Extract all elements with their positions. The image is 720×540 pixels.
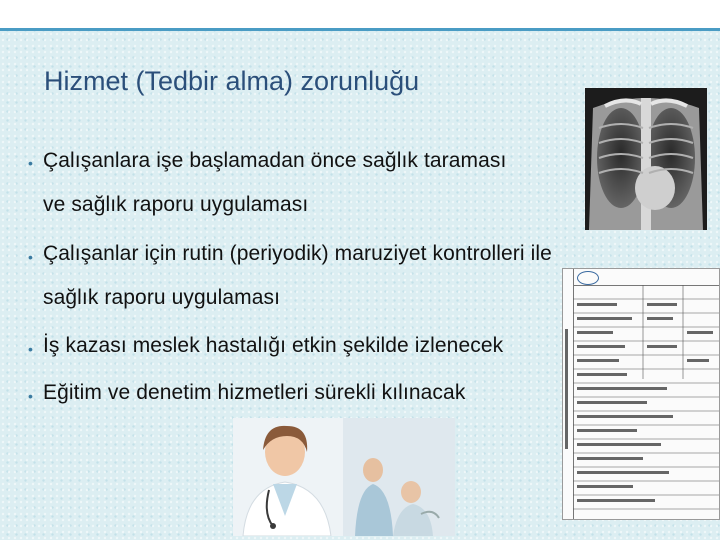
bullet-1-line-2: ve sağlık raporu uygulaması (43, 193, 309, 216)
bullet-marker: • (28, 249, 33, 265)
bullet-marker: • (28, 341, 33, 357)
chest-xray-image (585, 88, 707, 230)
bullet-3-line-1: İş kazası meslek hastalığı etkin şekilde izlenecek (43, 334, 504, 357)
bullet-1-line-1: Çalışanlara işe başlamadan önce sağlık taraması (43, 149, 507, 172)
slide-title: Hizmet (Tedbir alma) zorunluğu (44, 66, 420, 96)
bullet-2-line-2: sağlık raporu uygulaması (43, 286, 281, 309)
doctor-patient-photo (233, 418, 455, 536)
bullet-marker: • (28, 388, 33, 404)
bullet-marker: • (28, 155, 33, 171)
health-report-form-image (562, 268, 720, 520)
slide-top-margin (0, 0, 720, 30)
bullet-4-line-1: Eğitim ve denetim hizmetleri sürekli kılınacak (43, 381, 466, 404)
bullet-2-line-1: Çalışanlar için rutin (periyodik) maruziyet kontrolleri ile (43, 242, 552, 265)
